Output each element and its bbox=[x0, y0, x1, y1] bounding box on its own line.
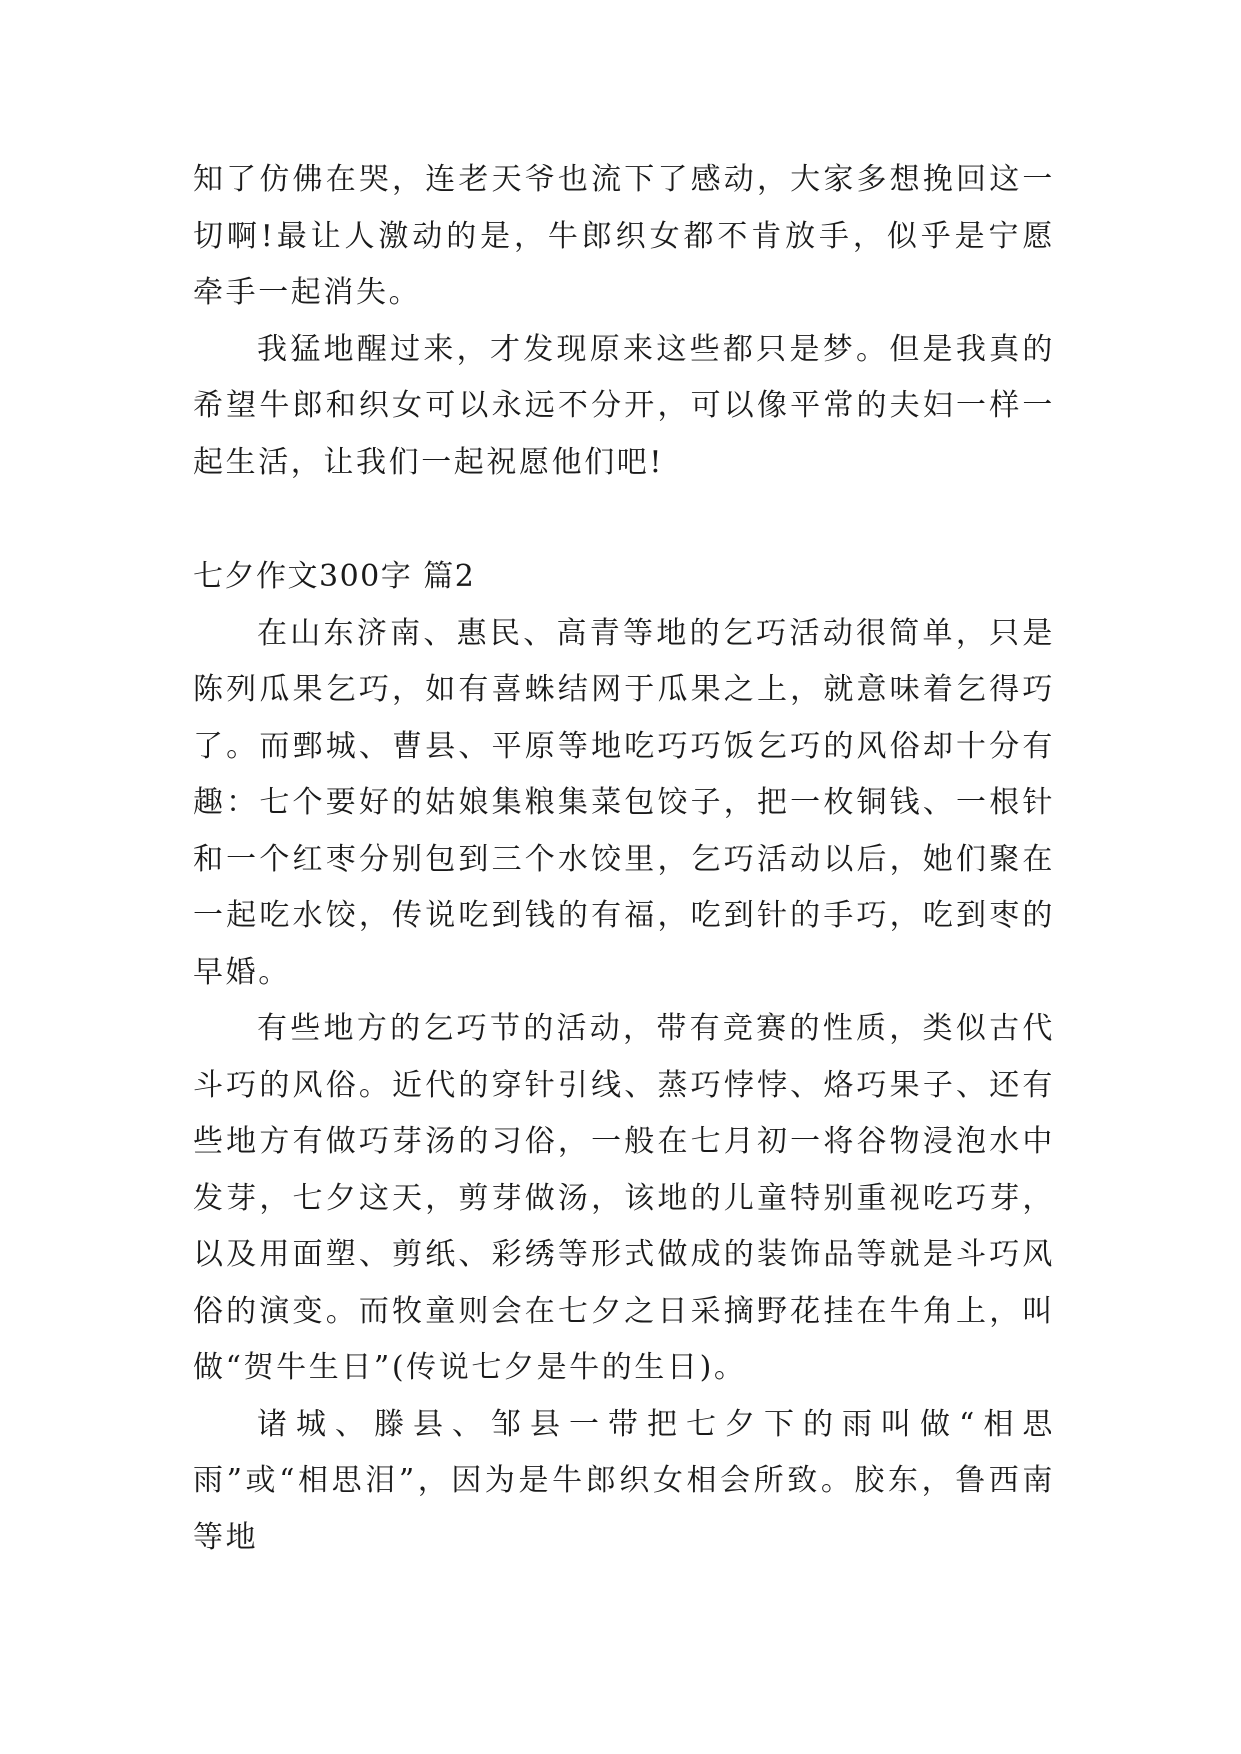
paragraph: 我猛地醒过来，才发现原来这些都只是梦。但是我真的希望牛郎和织女可以永远不分开，可以像平常的夫妇一样一起生活，让我们一起祝愿他们吧! bbox=[193, 331, 1055, 480]
document-body bbox=[193, 152, 1055, 1566]
paragraph: 在山东济南、惠民、高青等地的乞巧活动很简单，只是陈列瓜果乞巧，如有喜蛛结网于瓜果之上，就意味着乞得巧了。而鄄城、曹县、平原等地吃巧巧饭乞巧的风俗却十分有趣：七个要好的姑娘集粮集菜包饺子，把一枚铜钱、一根针和一个红枣分别包到三个水饺里，乞巧活动以后，她们聚在一起吃水饺，传说吃到钱的有福，吃到针的手巧，吃到枣的早婚。 bbox=[193, 615, 1055, 990]
paragraph: 知了仿佛在哭，连老天爷也流下了感动，大家多想挽回这一切啊!最让人激动的是，牛郎织女都不肯放手，似乎是宁愿牵手一起消失。 bbox=[193, 162, 1055, 310]
section-title: 七夕作文300字 篇2 bbox=[193, 559, 476, 594]
paragraph: 诸城、滕县、邹县一带把七夕下的雨叫做“相思雨”或“相思泪”，因为是牛郎织女相会所致。胶东，鲁西南等地 bbox=[193, 1406, 1055, 1555]
paragraph: 有些地方的乞巧节的活动，带有竞赛的性质，类似古代斗巧的风俗。近代的穿针引线、蒸巧悖悖、烙巧果子、还有些地方有做巧芽汤的习俗，一般在七月初一将谷物浸泡水中发芽，七夕这天，剪芽做汤，该地的儿童特别重视吃巧芽，以及用面塑、剪纸、彩绣等形式做成的装饰品等就是斗巧风俗的演变。而牧童则会在七夕之日采摘野花挂在牛角上，叫做“贺牛生日”(传说七夕是牛的生日)。 bbox=[193, 1011, 1055, 1385]
